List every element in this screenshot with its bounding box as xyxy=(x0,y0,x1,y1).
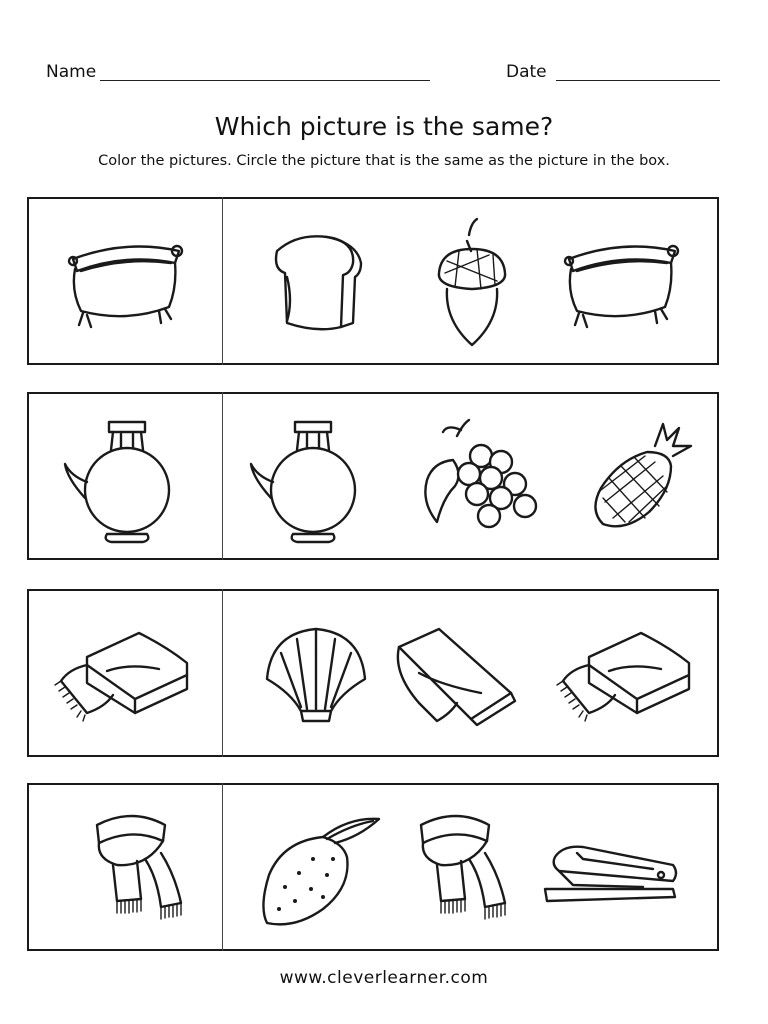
name-date-bar xyxy=(46,60,726,90)
date-label: Date xyxy=(506,62,547,82)
name-label: Name xyxy=(46,62,97,82)
name-field-line[interactable] xyxy=(100,80,430,81)
grapes-icon[interactable] xyxy=(397,406,547,550)
teapot-icon[interactable] xyxy=(237,406,387,550)
page-title: Which picture is the same? xyxy=(214,112,554,141)
footer-url: www.cleverlearner.com xyxy=(279,968,489,988)
stapler-icon[interactable] xyxy=(533,797,683,941)
folded-blanket-icon xyxy=(47,603,197,747)
exercise-row-2 xyxy=(27,392,719,560)
row-divider xyxy=(222,197,223,365)
bread-icon[interactable] xyxy=(237,211,387,355)
pineapple-icon[interactable] xyxy=(559,406,709,550)
acorn-icon[interactable] xyxy=(397,211,547,355)
exercise-row-3 xyxy=(27,589,719,757)
row-divider xyxy=(222,392,223,560)
exercise-row-4 xyxy=(27,783,719,951)
folded-blanket-icon[interactable] xyxy=(549,603,699,747)
row-divider xyxy=(222,783,223,951)
date-field-line[interactable] xyxy=(556,80,720,81)
bathtub-icon[interactable] xyxy=(547,211,697,355)
lemon-icon[interactable] xyxy=(239,797,389,941)
cloth-icon[interactable] xyxy=(381,603,531,747)
seashell-icon[interactable] xyxy=(241,603,391,747)
instructions: Color the pictures. Circle the picture that is the same as the picture in the box. xyxy=(98,153,670,169)
row-divider xyxy=(222,589,223,757)
scarf-icon xyxy=(57,797,207,941)
bathtub-icon xyxy=(51,211,201,355)
teapot-icon xyxy=(51,406,201,550)
exercise-row-1 xyxy=(27,197,719,365)
scarf-icon[interactable] xyxy=(381,797,531,941)
